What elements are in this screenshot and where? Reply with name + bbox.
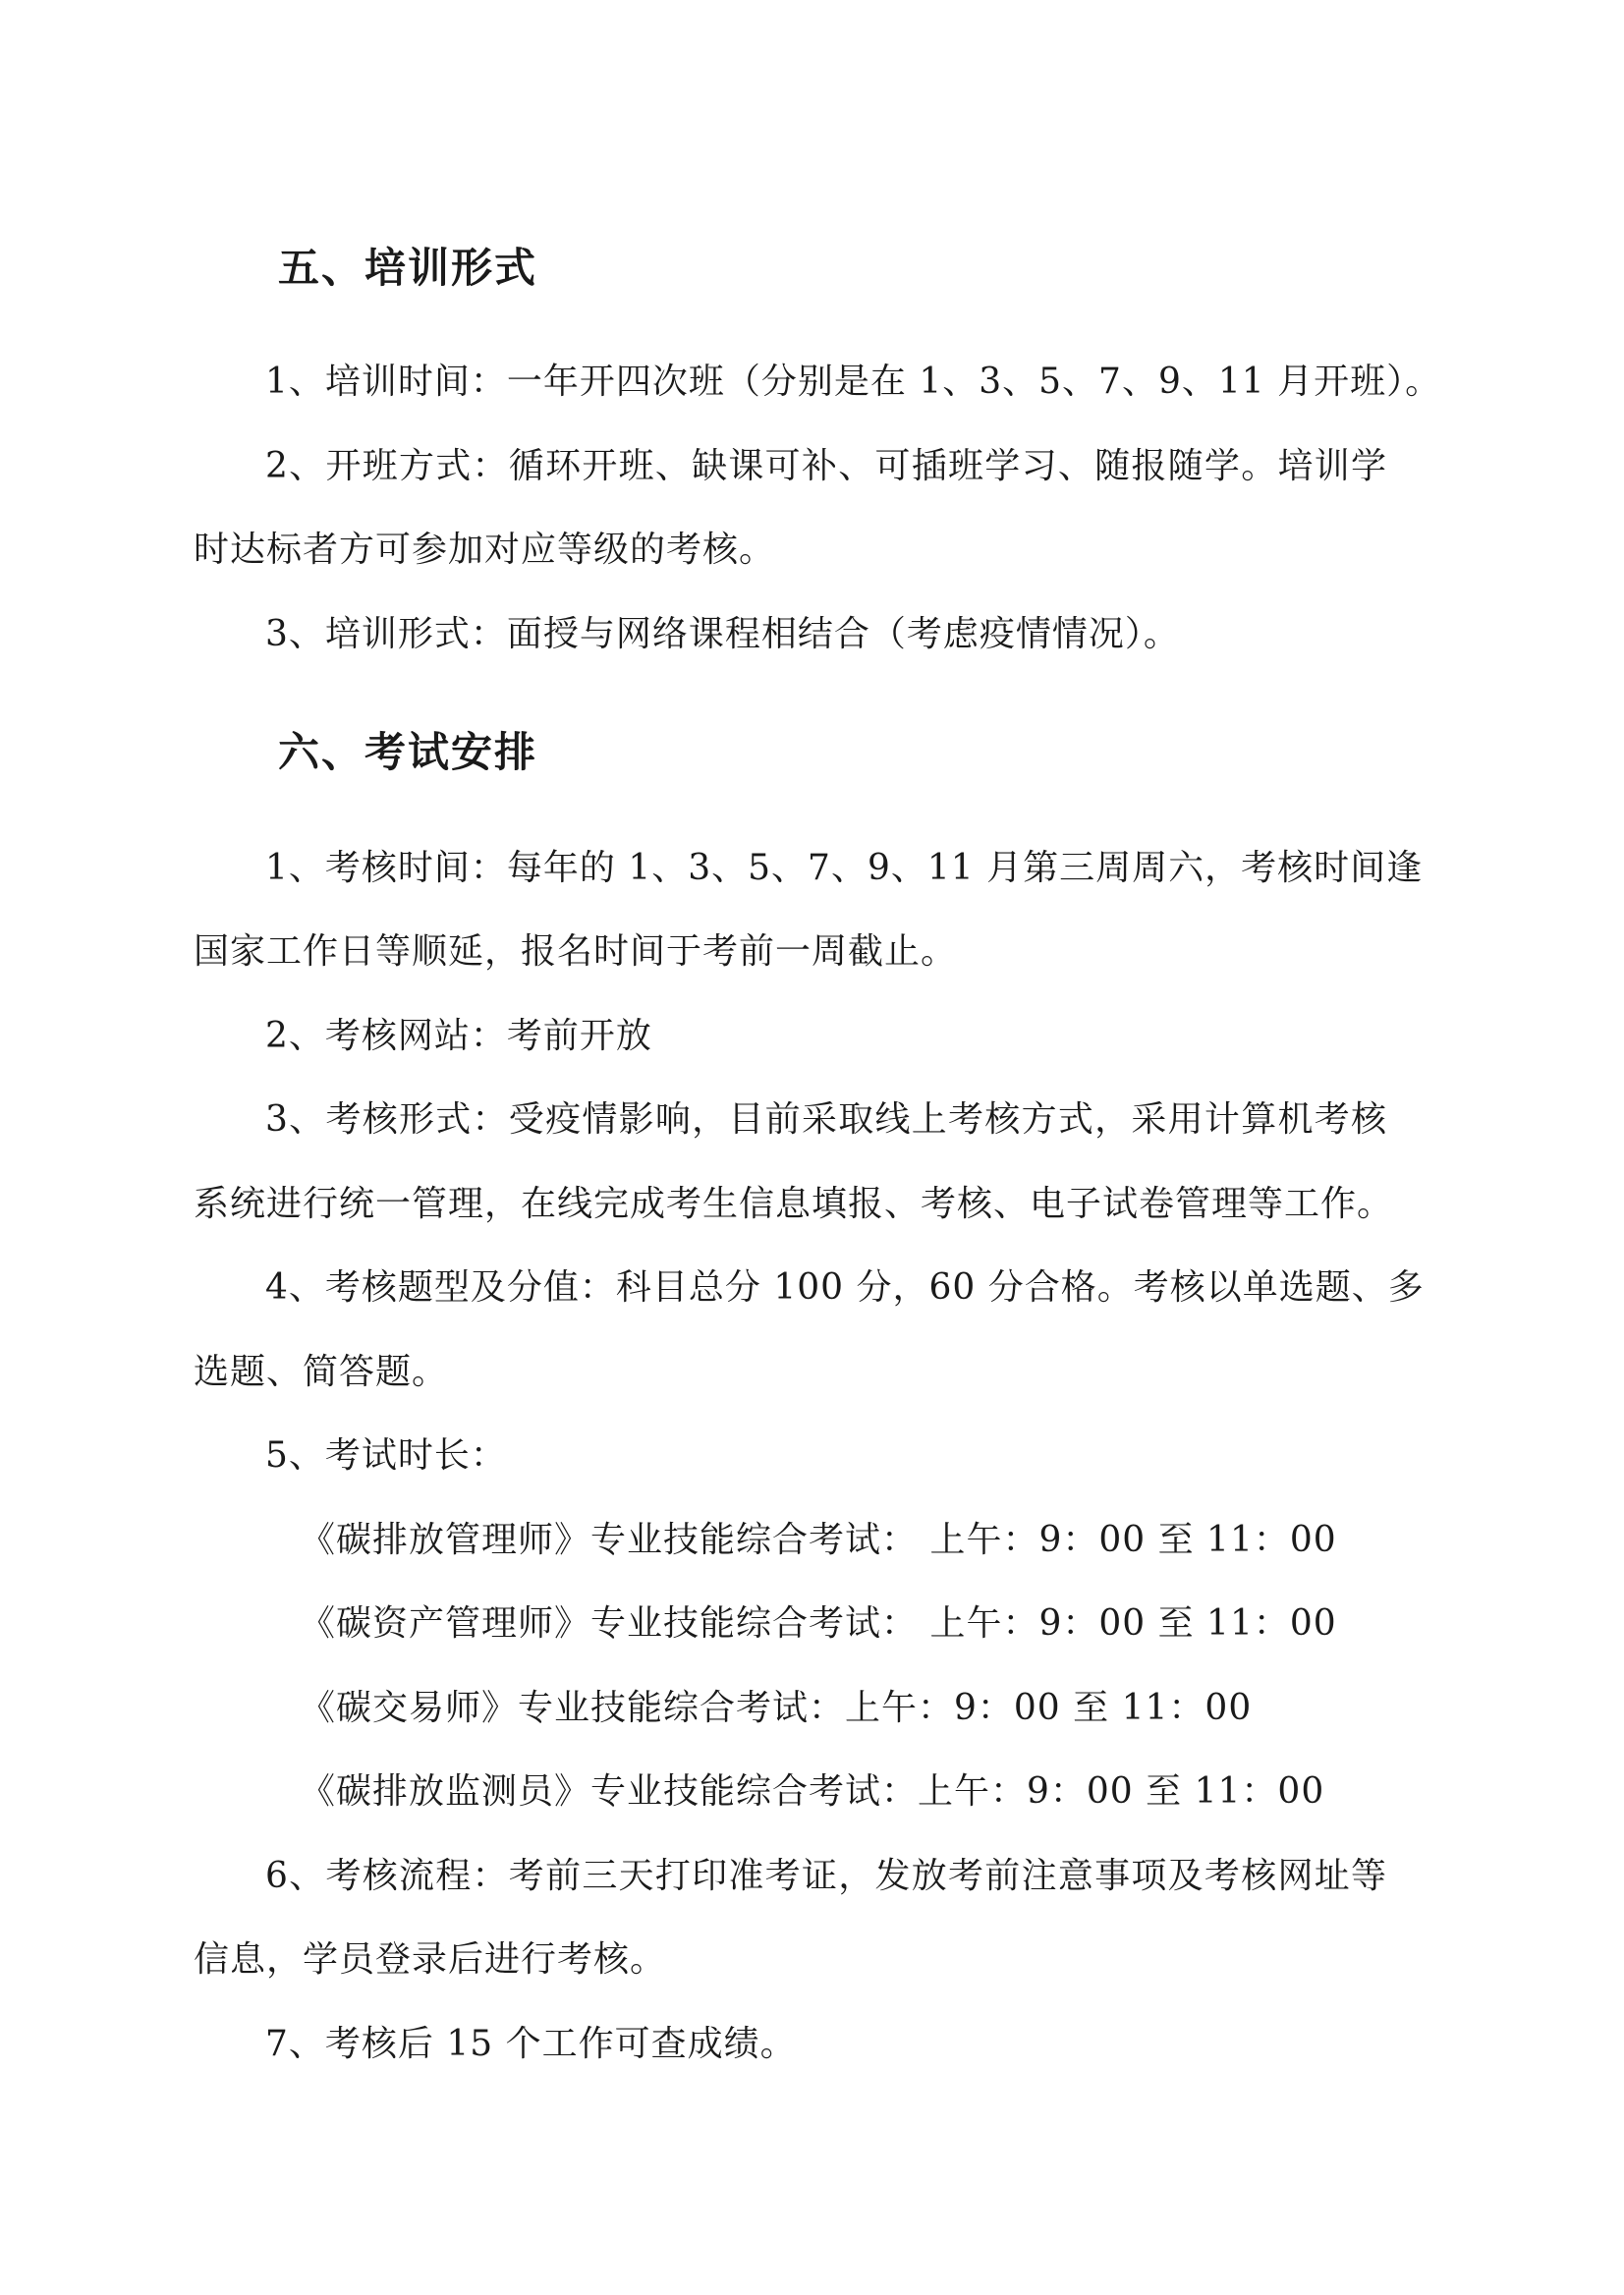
paragraph-exam-format: 3、考核形式：受疫情影响，目前采取线上考核方式，采用计算机考核 — [265, 1099, 1387, 1140]
paragraph-exam-time: 1、考核时间：每年的 1、3、5、7、9、11 月第三周周六，考核时间逢 — [265, 848, 1424, 888]
paragraph-question-types-cont: 选题、简答题。 — [194, 1352, 449, 1392]
paragraph-exam-duration: 5、考试时长： — [265, 1435, 507, 1476]
schedule-carbon-trader: 《碳交易师》专业技能综合考试：上午：9：00 至 11：00 — [300, 1688, 1253, 1728]
paragraph-exam-process-cont: 信息，学员登录后进行考核。 — [194, 1939, 667, 1980]
paragraph-question-types: 4、考核题型及分值：科目总分 100 分，60 分合格。考核以单选题、多 — [265, 1267, 1425, 1308]
paragraph-training-time: 1、培训时间：一年开四次班（分别是在 1、3、5、7、9、11 月开班）。 — [265, 362, 1442, 402]
schedule-carbon-asset-manager: 《碳资产管理师》专业技能综合考试： 上午：9：00 至 11：00 — [300, 1603, 1337, 1644]
paragraph-class-mode-cont: 时达标者方可参加对应等级的考核。 — [194, 530, 776, 570]
section-heading-training-form: 五、培训形式 — [278, 244, 538, 292]
section-heading-exam-arrangement: 六、考试安排 — [278, 728, 538, 776]
schedule-carbon-emission-monitor: 《碳排放监测员》专业技能综合考试：上午：9：00 至 11：00 — [300, 1771, 1325, 1812]
paragraph-exam-format-cont: 系统进行统一管理，在线完成考生信息填报、考核、电子试卷管理等工作。 — [194, 1184, 1394, 1224]
paragraph-exam-process: 6、考核流程：考前三天打印准考证，发放考前注意事项及考核网址等 — [265, 1856, 1387, 1896]
schedule-carbon-emission-manager: 《碳排放管理师》专业技能综合考试： 上午：9：00 至 11：00 — [300, 1520, 1337, 1560]
paragraph-exam-time-cont: 国家工作日等顺延，报名时间于考前一周截止。 — [194, 931, 958, 972]
paragraph-results: 7、考核后 15 个工作可查成绩。 — [265, 2024, 797, 2064]
paragraph-training-format: 3、培训形式：面授与网络课程相结合（考虑疫情情况）。 — [265, 614, 1180, 654]
paragraph-class-mode: 2、开班方式：循环开班、缺课可补、可插班学习、随报随学。培训学 — [265, 446, 1387, 486]
paragraph-exam-website: 2、考核网站：考前开放 — [265, 1016, 652, 1056]
